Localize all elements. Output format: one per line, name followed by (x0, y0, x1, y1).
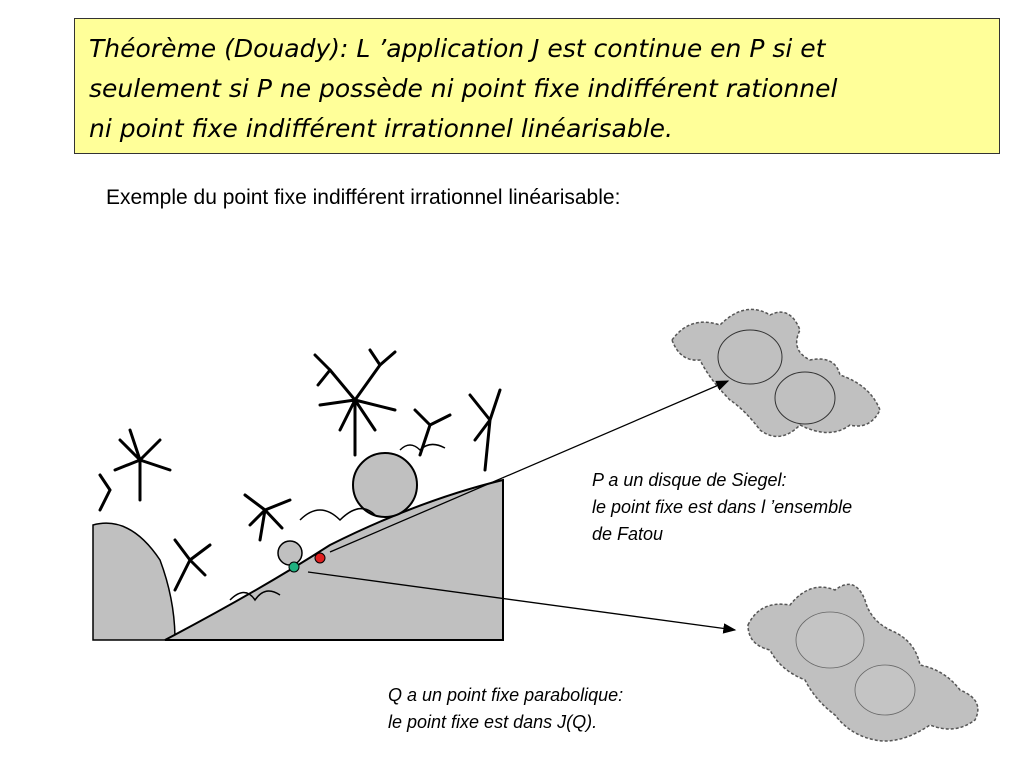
point-p-marker (315, 553, 325, 563)
caption-parabolic (388, 682, 623, 736)
caption-parabolic-line-1: Q a un point fixe parabolique: (388, 685, 624, 705)
siegel-julia-image (672, 309, 880, 436)
theorem-line-3: ni point fixe indifférent irrationnel linéarisable. (89, 114, 673, 143)
mandelbrot-zoom-image (93, 350, 503, 640)
theorem-line-2: seulement si P ne possède ni point fixe indifférent rationnel (89, 74, 838, 103)
theorem-line-1: Théorème (Douady): L ’application J est continue en P si et (89, 34, 826, 63)
caption-siegel-line-2: le point fixe est dans l ’ensemble (592, 497, 853, 517)
parabolic-julia-image (748, 584, 978, 741)
caption-siegel (592, 467, 852, 548)
point-q-marker (289, 562, 299, 572)
caption-siegel-line-3: de Fatou (592, 524, 664, 544)
caption-siegel-line-1: P a un disque de Siegel: (592, 470, 787, 490)
caption-parabolic-line-2: le point fixe est dans J(Q). (388, 712, 598, 732)
example-subtitle: Exemple du point fixe indifférent irrationnel linéarisable: (106, 186, 621, 209)
